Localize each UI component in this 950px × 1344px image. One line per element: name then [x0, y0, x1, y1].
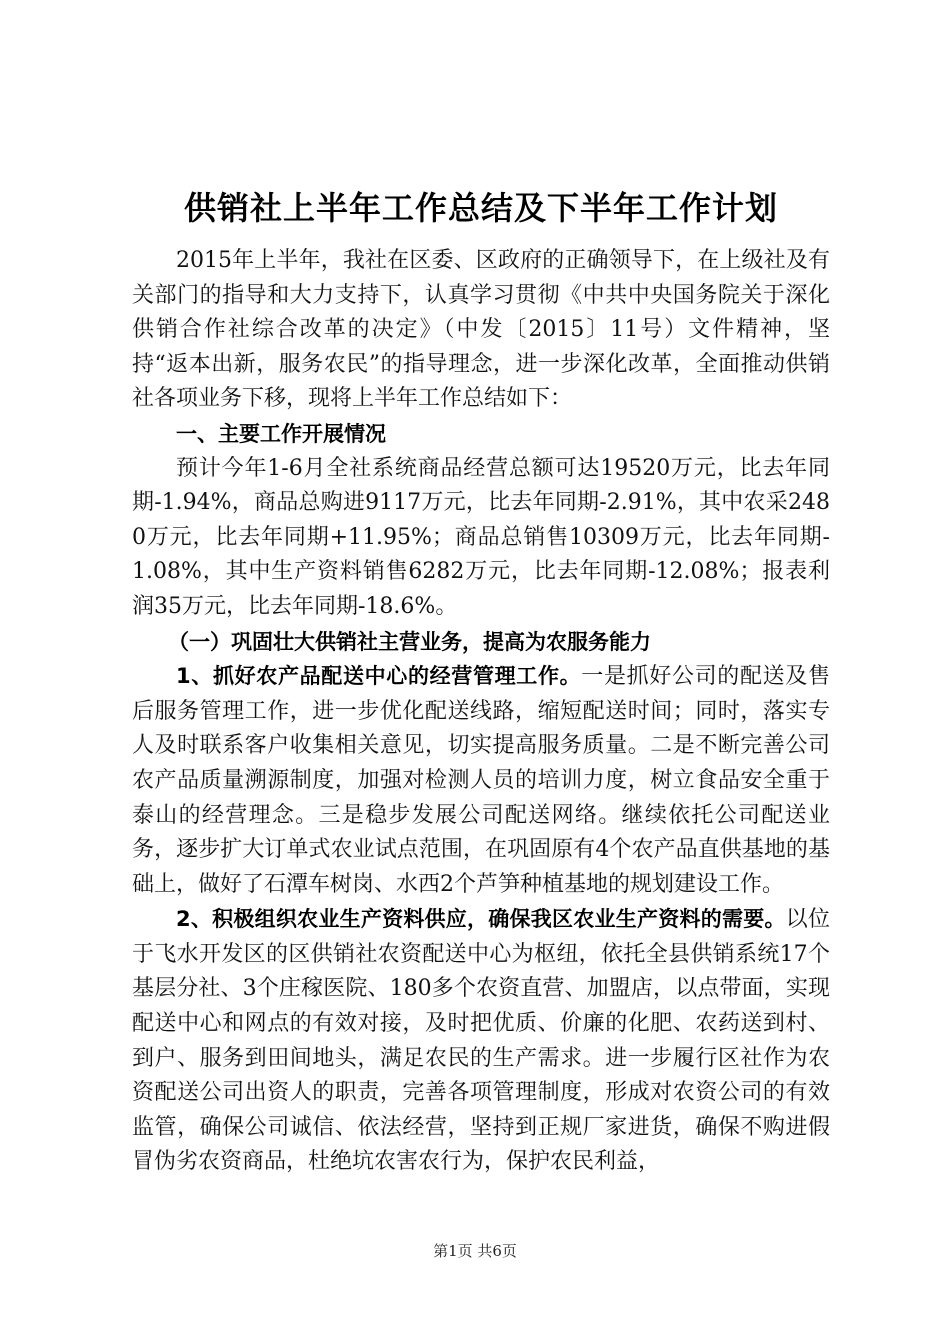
- document-page: [132, 178, 830, 1180]
- statistics-paragraph: 预计今年1-6月全社系统商品经营总额可达19520万元，比去年同期-1.94%，商品总购进9117万元，比去年同期-2.91%，其中农采2480万元，比去年同期+11.95%；商品总销售10309万元，比去年同期-1.08%，其中生产资料销售6282万元，比去年同期-12.08%；报表利润35万元，比去年同期-18.6%。: [132, 455, 830, 619]
- item-paragraph-distribution-center: [132, 659, 830, 902]
- subsection-heading-core-business: （一）巩固壮大供销社主营业务，提高为农服务能力: [168, 629, 651, 654]
- item-paragraph-agricultural-supplies: [132, 902, 830, 1180]
- item-lead-agricultural-supplies: 2、积极组织农业生产资料供应，确保我区农业生产资料的需要。: [176, 907, 786, 932]
- intro-paragraph: 2015年上半年，我社在区委、区政府的正确领导下，在上级社及有关部门的指导和大力支持下，认真学习贯彻《中共中央国务院关于深化供销合作社综合改革的决定》（中发〔2015〕11号）文件精神，坚持“返本出新，服务农民”的指导理念，进一步深化改革，全面推动供销社各项业务下移，现将上半年工作总结如下：: [132, 248, 830, 412]
- item-body-distribution-center: 一是抓好公司的配送及售后服务管理工作，进一步优化配送线路，缩短配送时间；同时，落实专人及时联系客户收集相关意见，切实提高服务质量。二是不断完善公司农产品质量溯源制度，加强对检测人员的培训力度，树立食品安全重于泰山的经营理念。三是稳步发展公司配送网络。继续依托公司配送业务，逐步扩大订单式农业试点范围，在巩固原有4个农产品直供基地的基础上，做好了石潭车树岗、水西2个芦笋种植基地的规划建设工作。: [132, 664, 830, 897]
- item-lead-distribution-center: 1、抓好农产品配送中心的经营管理工作。: [176, 664, 582, 689]
- item-body-agricultural-supplies: 以位于飞水开发区的区供销社农资配送中心为枢纽，依托全县供销系统17个基层分社、3个庄稼医院、180多个农资直营、加盟店，以点带面，实现配送中心和网点的有效对接，及时把优质、价廉的化肥、农药送到村、到户、服务到田间地头，满足农民的生产需求。进一步履行区社作为农资配送公司出资人的职责，完善各项管理制度，形成对农资公司的有效监管，确保公司诚信、依法经营，坚持到正规厂家进货，确保不购进假冒伪劣农资商品，杜绝坑农害农行为，保护农民利益，: [132, 907, 830, 1175]
- document-title: 供销社上半年工作总结及下半年工作计划: [183, 189, 778, 227]
- section-heading-main-work: 一、主要工作开展情况: [176, 421, 386, 446]
- page-number-footer: 第1页 共6页: [433, 1242, 517, 1260]
